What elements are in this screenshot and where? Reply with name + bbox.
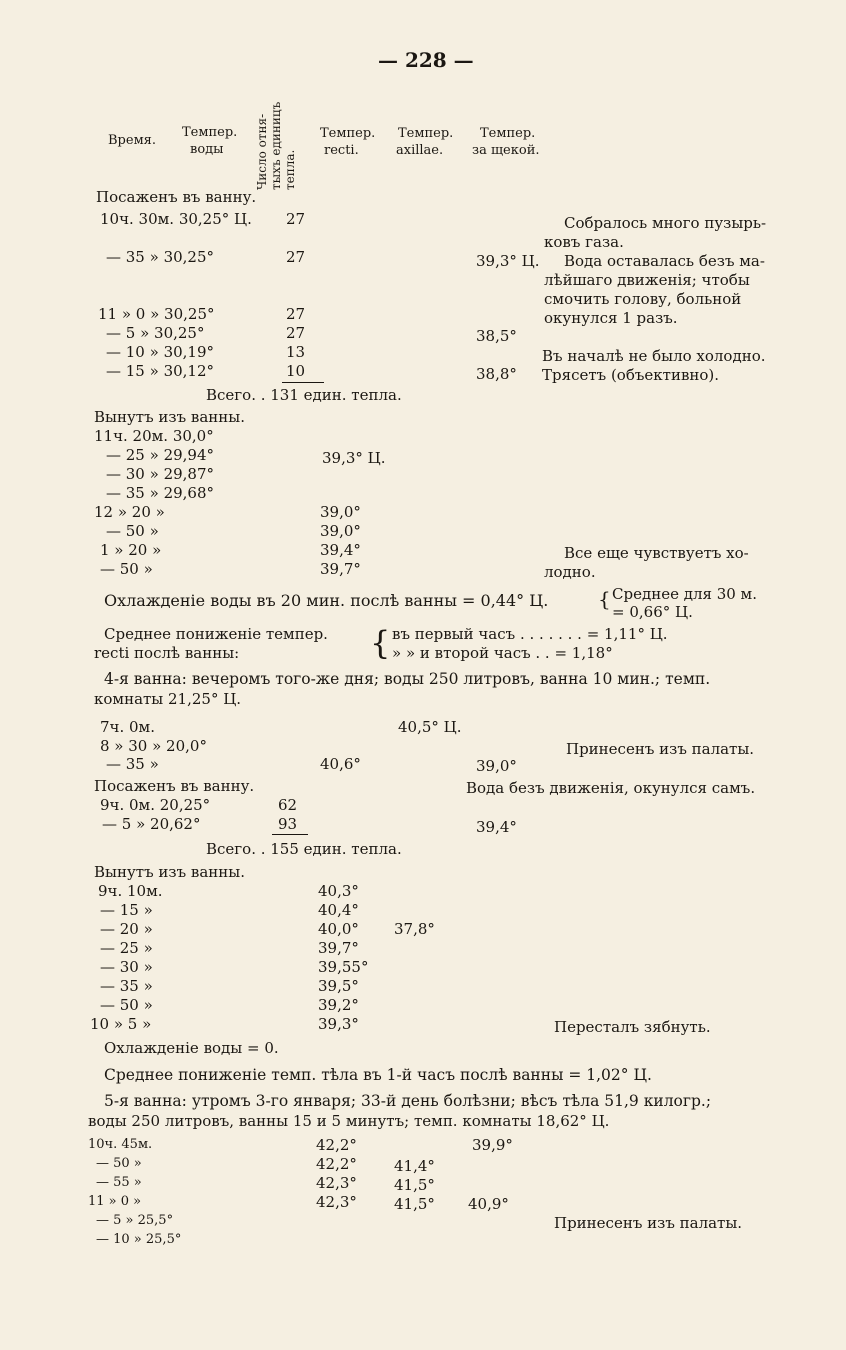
header-recti-2: recti. xyxy=(324,143,359,158)
row-time: — 35 » xyxy=(106,755,159,773)
header-recti-1: Темпер. xyxy=(320,126,376,141)
row-time: — 50 » xyxy=(100,996,153,1014)
header-water-temp-2: воды xyxy=(190,142,224,157)
row-note: Въ началѣ не было холодно. xyxy=(542,347,766,365)
row-note: лѣйшаго движенія; чтобы xyxy=(544,271,750,289)
header-units-2: тыхъ единицъ xyxy=(269,101,283,190)
row-time: 9ч. 10м. xyxy=(98,882,163,900)
row-time: — 5 » 25,5° xyxy=(96,1213,174,1228)
row-recti: 40,0° xyxy=(318,920,359,938)
section-title: Вынутъ изъ ванны. xyxy=(94,408,245,426)
row-cheek: 40,9° xyxy=(468,1195,509,1213)
row-recti: 39,7° xyxy=(318,939,359,957)
cooling-line: Охлажденіе воды въ 20 мин. послѣ ванны = 0,44° Ц. xyxy=(104,591,549,610)
section-title: Посаженъ въ ванну. xyxy=(96,188,257,206)
row-units: 13 xyxy=(286,343,306,361)
row-time: 10ч. 45м. xyxy=(88,1137,153,1152)
row-note: смочить голову, больной xyxy=(544,290,742,308)
row-time: 12 » 20 » xyxy=(94,503,165,521)
row-time: — 50 » xyxy=(106,522,159,540)
row-time: — 25 » xyxy=(100,939,153,957)
decrease-label: recti послѣ ванны: xyxy=(94,644,240,662)
row-note: Собралось много пузырь- xyxy=(564,214,767,232)
row-note: ковъ газа. xyxy=(544,233,624,251)
row-time: — 55 » xyxy=(96,1175,142,1190)
page-number: — 228 — xyxy=(378,48,474,72)
row-time: 9ч. 0м. 20,25° xyxy=(100,796,211,814)
row-recti: 42,2° xyxy=(316,1136,357,1154)
decrease-line: Среднее пониженіе темп. тѣла въ 1-й часъ послѣ ванны = 1,02° Ц. xyxy=(104,1066,652,1084)
header-axillae-2: axillae. xyxy=(396,143,444,158)
row-recti: 39,5° xyxy=(318,977,359,995)
bath-heading: комнаты 21,25° Ц. xyxy=(94,690,242,708)
row-note: окунулся 1 разъ. xyxy=(544,309,678,327)
row-time: — 30 » 29,87° xyxy=(106,465,215,483)
row-recti: 39,3° Ц. xyxy=(322,449,386,467)
row-time: 10ч. 30м. 30,25° Ц. xyxy=(100,210,252,228)
bath-heading: воды 250 литровъ, ванны 15 и 5 минутъ; темп. комнаты 18,62° Ц. xyxy=(88,1112,610,1130)
row-time: — 15 » xyxy=(100,901,153,919)
row-time: 1 » 20 » xyxy=(100,541,162,559)
row-axillae: 40,5° Ц. xyxy=(398,718,462,736)
header-cheek-1: Темпер. xyxy=(480,126,536,141)
header-axillae-1: Темпер. xyxy=(398,126,454,141)
row-time: — 25 » 29,94° xyxy=(106,446,215,464)
total-line: Всего. . 155 един. тепла. xyxy=(206,840,402,858)
row-note: Пересталъ зябнуть. xyxy=(554,1018,711,1036)
row-time: 10 » 5 » xyxy=(90,1015,152,1033)
sum-rule xyxy=(272,834,308,835)
header-time: Время. xyxy=(108,133,157,148)
row-note: Трясетъ (объективно). xyxy=(542,366,720,384)
decrease-label: Среднее пониженіе темпер. xyxy=(104,625,328,643)
row-time: — 35 » xyxy=(100,977,153,995)
row-units: 27 xyxy=(286,305,306,323)
header-cheek-2: за щекой. xyxy=(472,143,540,158)
total-line: Всего. . 131 един. тепла. xyxy=(206,386,402,404)
row-recti: 42,3° xyxy=(316,1193,357,1211)
row-time: — 5 » 20,62° xyxy=(102,815,201,833)
row-time: — 10 » 25,5° xyxy=(96,1232,182,1247)
row-time: — 15 » 30,12° xyxy=(106,362,215,380)
row-axillae: 41,5° xyxy=(394,1195,435,1213)
row-cheek: 39,4° xyxy=(476,818,517,836)
row-cheek: 38,8° xyxy=(476,365,517,383)
brace: { xyxy=(598,587,611,611)
row-recti: 39,0° xyxy=(320,522,361,540)
row-units: 93 xyxy=(278,815,298,833)
row-note: Принесенъ изъ палаты. xyxy=(566,740,755,758)
row-units: 27 xyxy=(286,324,306,342)
decrease-value: » » и второй часъ . . = 1,18° xyxy=(392,644,613,662)
row-recti: 39,55° xyxy=(318,958,369,976)
row-note: Все еще чувствуетъ хо- xyxy=(564,544,749,562)
row-units: 27 xyxy=(286,210,306,228)
row-time: — 35 » 30,25° xyxy=(106,248,215,266)
row-note: лодно. xyxy=(544,563,596,581)
row-time: — 35 » 29,68° xyxy=(106,484,215,502)
row-time: 11ч. 20м. 30,0° xyxy=(94,427,214,445)
row-note: Вода безъ движенія, окунулся самъ. xyxy=(466,779,756,797)
row-time: — 50 » xyxy=(96,1156,142,1171)
row-time: 11 » 0 » 30,25° xyxy=(98,305,215,323)
row-time: — 50 » xyxy=(100,560,153,578)
row-recti: 39,3° xyxy=(318,1015,359,1033)
row-time: 11 » 0 » xyxy=(88,1194,142,1209)
row-time: — 30 » xyxy=(100,958,153,976)
row-axillae: 41,4° xyxy=(394,1157,435,1175)
row-axillae: 41,5° xyxy=(394,1176,435,1194)
row-recti: 42,2° xyxy=(316,1155,357,1173)
header-units-3: тепла. xyxy=(283,149,297,190)
row-recti: 40,4° xyxy=(318,901,359,919)
row-time: 7ч. 0м. xyxy=(100,718,155,736)
row-recti: 40,6° xyxy=(320,755,361,773)
row-cheek: 38,5° xyxy=(476,327,517,345)
bath-heading: 4-я ванна: вечеромъ того-же дня; воды 250 литровъ, ванна 10 мин.; темп. xyxy=(104,670,711,688)
row-time: — 20 » xyxy=(100,920,153,938)
row-units: 10 xyxy=(286,362,306,380)
section-title: Вынутъ изъ ванны. xyxy=(94,863,245,881)
row-units: 62 xyxy=(278,796,298,814)
row-units: 27 xyxy=(286,248,306,266)
cooling-line: Охлажденіе воды = 0. xyxy=(104,1039,279,1057)
row-recti: 42,3° xyxy=(316,1174,357,1192)
row-time: 8 » 30 » 20,0° xyxy=(100,737,207,755)
row-recti: 39,7° xyxy=(320,560,361,578)
decrease-value: въ первый часъ . . . . . . . = 1,11° Ц. xyxy=(392,625,668,643)
header-units-1: Число отня- xyxy=(255,113,269,190)
row-cheek: 39,9° xyxy=(472,1136,513,1154)
row-time: — 10 » 30,19° xyxy=(106,343,215,361)
average-line: = 0,66° Ц. xyxy=(612,603,693,621)
header-water-temp-1: Темпер. xyxy=(182,125,238,140)
row-note: Принесенъ изъ палаты. xyxy=(554,1214,743,1232)
sum-rule xyxy=(282,382,324,383)
section-title: Посаженъ въ ванну. xyxy=(94,777,255,795)
row-recti: 39,2° xyxy=(318,996,359,1014)
row-axillae: 37,8° xyxy=(394,920,435,938)
row-recti: 39,4° xyxy=(320,541,361,559)
row-cheek: 39,0° xyxy=(476,757,517,775)
row-recti: 40,3° xyxy=(318,882,359,900)
row-cheek: 39,3° Ц. xyxy=(476,252,540,270)
row-recti: 39,0° xyxy=(320,503,361,521)
bath-heading: 5-я ванна: утромъ 3-го января; 33-й день болѣзни; вѣсъ тѣла 51,9 килогр.; xyxy=(104,1092,712,1110)
row-time: — 5 » 30,25° xyxy=(106,324,205,342)
brace: { xyxy=(370,624,391,662)
average-line: Среднее для 30 м. xyxy=(612,585,757,603)
row-note: Вода оставалась безъ ма- xyxy=(564,252,765,270)
